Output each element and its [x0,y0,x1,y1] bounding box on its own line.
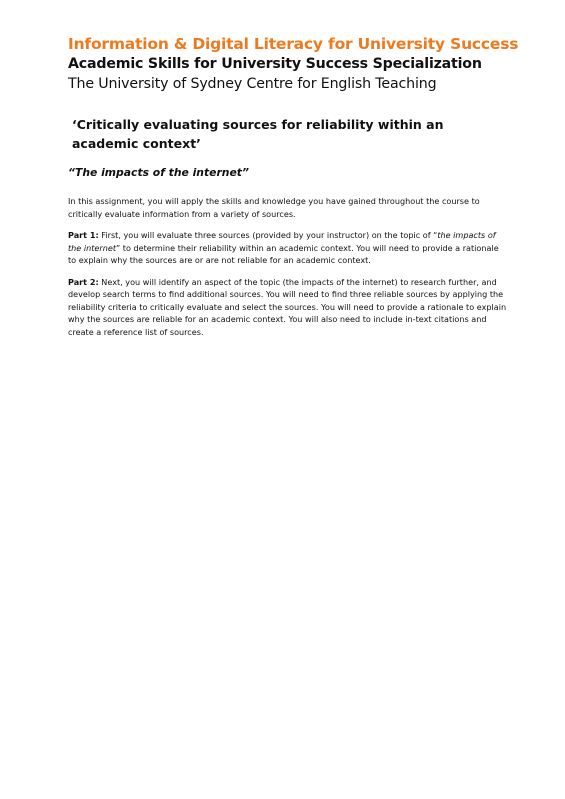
part1-topic-italic: the impacts of the internet [68,230,496,253]
document-page [68,34,519,338]
part1-label: Part 1: [68,230,99,240]
intro-paragraph: In this assignment, you will apply the skills and knowledge you have gained throughout the course to critically evaluate information from a variety of sources. [68,196,480,219]
course-title: Information & Digital Literacy for University Success [68,35,519,53]
part1-text-after: ” to determine their reliability within an academic context. You will need to provide a rationale to explain why the sources are or are not reliable for an academic context. [68,242,499,265]
part2-paragraph [68,276,508,339]
assignment-topic: “The impacts of the internet” [68,166,249,179]
part1-text-before: First, you will evaluate three sources (provided by your instructor) on the topic of “ [98,230,438,240]
part2-label: Part 2: [68,276,99,287]
assignment-title: ‘Critically evaluating sources for reliability within an academic context’ [72,117,444,151]
specialization-title: Academic Skills for University Success Specialization [68,56,482,72]
part2-text: Next, you will identify an aspect of the topic (the impacts of the internet) to research further, and develop search terms to find additional sources. You will need to find three reliable sources by applying the reliability criteria to critically evaluate and select the sources. You will need to provide a rationale to explain why the sources are reliable for an academic context. You will also need to include in-text citations and create a reference list of sources. [68,276,507,337]
institution-name: The University of Sydney Centre for English Teaching [68,76,437,92]
part1-paragraph [68,229,508,267]
